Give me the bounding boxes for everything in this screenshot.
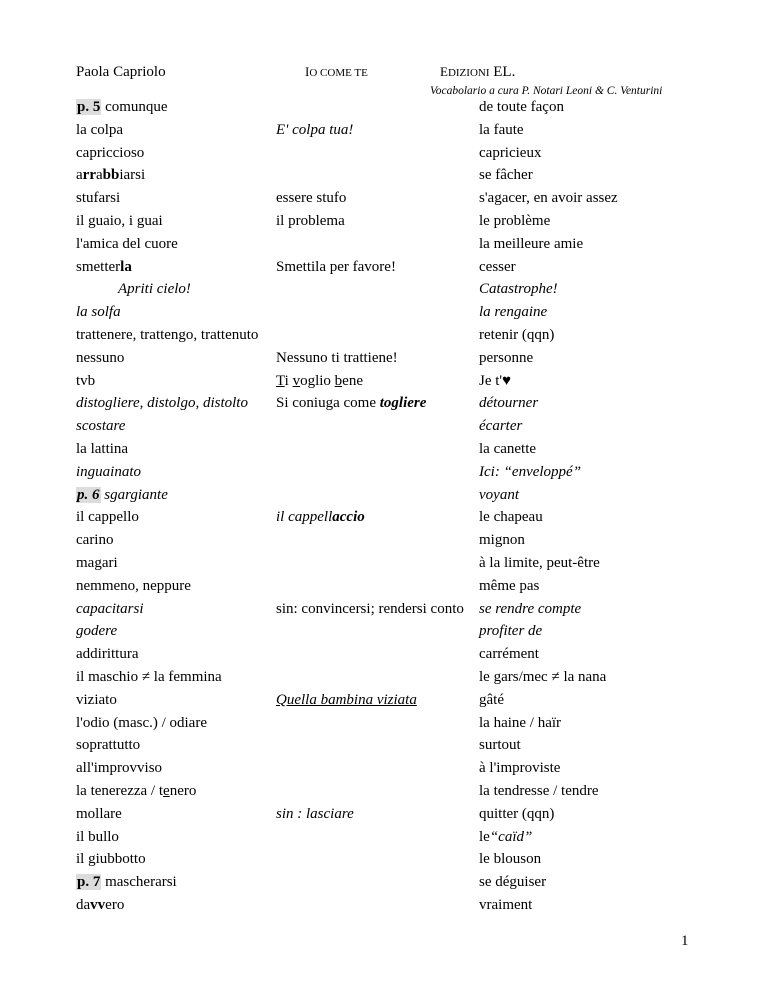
text-segment: se déguiser — [479, 874, 547, 891]
text-segment: surtout — [479, 737, 521, 754]
example — [276, 393, 426, 413]
text-segment: capacitarsi — [76, 600, 144, 617]
italian-term — [76, 576, 191, 596]
table-row — [0, 599, 768, 622]
text-segment: à l'improviste — [479, 760, 561, 777]
french-translation — [479, 302, 547, 322]
french-translation — [479, 325, 554, 345]
text-segment: essere stufo — [276, 190, 347, 207]
text-segment: la rengaine — [479, 304, 548, 321]
text-segment: nemmeno, neppure — [76, 577, 191, 594]
text-segment: la tenerezza / t — [76, 783, 164, 799]
italian-term — [76, 120, 123, 140]
table-row — [0, 507, 768, 530]
french-translation — [479, 553, 600, 573]
text-segment: carino — [76, 532, 114, 549]
text-segment: carrément — [479, 646, 539, 663]
french-translation — [479, 279, 558, 299]
table-row — [0, 690, 768, 713]
text-segment: voyant — [479, 486, 519, 503]
text-segment: Apriti cielo! — [118, 281, 191, 298]
text-segment: profiter de — [479, 623, 543, 640]
french-translation — [479, 211, 550, 231]
example — [276, 120, 353, 140]
french-translation — [479, 576, 539, 596]
italian-term — [76, 644, 138, 664]
vocabulary-credit: Vocabolario a cura P. Notari Leoni & C. Venturini — [430, 85, 663, 97]
text-segment: la — [120, 258, 132, 275]
table-row — [0, 279, 768, 302]
text-segment: v — [292, 372, 301, 389]
french-translation — [479, 393, 538, 413]
text-segment: T — [276, 372, 285, 389]
italian-term — [76, 234, 178, 254]
italian-term — [76, 735, 140, 755]
french-translation — [479, 690, 504, 710]
text-segment: b — [334, 372, 343, 389]
text-segment: même pas — [479, 577, 540, 594]
text-segment: Quella bambina viziata — [276, 691, 417, 708]
table-row — [0, 530, 768, 553]
text-segment: il cappell — [276, 509, 333, 526]
table-row — [0, 804, 768, 827]
text-segment: iarsi — [119, 167, 146, 184]
french-translation — [479, 667, 606, 687]
french-translation — [479, 758, 560, 778]
italian-term — [76, 553, 118, 573]
italian-term — [76, 462, 141, 482]
table-row — [0, 758, 768, 781]
table-row — [0, 143, 768, 166]
table-row — [0, 120, 768, 143]
example — [276, 690, 417, 710]
text-segment: Je t'♥ — [479, 372, 512, 389]
text-segment: “caïd” — [489, 828, 533, 845]
italian-term — [76, 188, 120, 208]
table-row — [0, 393, 768, 416]
table-row — [0, 416, 768, 439]
table-row — [0, 211, 768, 234]
table-row — [0, 621, 768, 644]
text-segment: le blouson — [479, 851, 542, 868]
text-segment: écarter — [479, 418, 523, 435]
italian-term — [76, 485, 168, 505]
french-translation — [479, 371, 511, 391]
text-segment: il maschio ≠ la femmina — [76, 669, 222, 685]
text-segment: il cappello — [76, 509, 139, 526]
french-translation — [479, 599, 581, 619]
table-row — [0, 781, 768, 804]
table-row — [0, 576, 768, 599]
example — [276, 257, 396, 277]
text-segment: la haine / haïr — [479, 714, 562, 731]
italian-term — [76, 849, 146, 869]
text-segment: nessuno — [76, 349, 125, 366]
text-segment: le gars/mec ≠ la nana — [479, 669, 607, 685]
table-row — [0, 439, 768, 462]
french-translation — [479, 188, 618, 208]
table-row — [0, 97, 768, 120]
text-segment: détourner — [479, 395, 539, 412]
text-segment: Smettila per favore! — [276, 258, 396, 275]
text-segment: p. 7 — [77, 874, 101, 891]
text-segment: se rendre compte — [479, 600, 582, 617]
text-segment: viziato — [76, 691, 117, 708]
french-translation — [479, 143, 541, 163]
french-translation — [479, 507, 543, 527]
french-translation — [479, 257, 516, 277]
text-segment: le chapeau — [479, 509, 543, 526]
table-row — [0, 462, 768, 485]
text-segment: quitter (qqn) — [479, 805, 555, 822]
italian-term — [76, 257, 132, 277]
french-translation — [479, 735, 521, 755]
text-segment: retenir (qqn) — [479, 327, 555, 343]
italian-term — [76, 211, 163, 231]
text-segment: magari — [76, 555, 118, 571]
text-segment: s'agacer, en avoir assez — [479, 190, 618, 207]
table-row — [0, 895, 768, 918]
page-number: 1 — [681, 933, 689, 949]
text-segment: da — [76, 897, 91, 913]
text-segment: il bullo — [76, 828, 119, 845]
text-segment: il problema — [276, 213, 345, 229]
italian-term — [76, 393, 248, 413]
text-segment: vraiment — [479, 897, 533, 913]
table-row — [0, 872, 768, 895]
text-segment: ene — [342, 372, 363, 389]
italian-term — [76, 804, 122, 824]
text-segment: capriccioso — [76, 144, 145, 161]
french-translation — [479, 462, 581, 482]
text-segment: rr — [82, 167, 96, 184]
text-segment: oglio — [300, 372, 335, 389]
text-segment: à la limite, peut-être — [479, 555, 600, 571]
text-segment: a — [96, 167, 103, 184]
french-translation — [479, 827, 532, 847]
french-translation — [479, 895, 532, 915]
text-segment: il guaio, i guai — [76, 213, 163, 229]
text-segment: sin : lasciare — [276, 805, 354, 822]
text-segment: tvb — [76, 372, 96, 389]
text-segment: Nessuno ti trattiene! — [276, 349, 398, 366]
text-segment: cesser — [479, 258, 516, 275]
table-row — [0, 234, 768, 257]
french-translation — [479, 644, 539, 664]
table-row — [0, 188, 768, 211]
french-translation — [479, 849, 541, 869]
text-segment: le — [479, 828, 490, 845]
text-segment: nero — [169, 783, 197, 799]
french-translation — [479, 485, 519, 505]
text-segment: accio — [332, 509, 365, 526]
table-row — [0, 348, 768, 371]
text-segment: se fâcher — [479, 167, 533, 184]
french-translation — [479, 120, 524, 140]
book-title: IO COME TE — [305, 64, 368, 79]
text-segment: bb — [102, 167, 120, 184]
italian-term — [76, 416, 125, 436]
text-segment: sgargiante — [100, 486, 168, 503]
text-segment: mollare — [76, 805, 122, 822]
publisher: EDIZIONI EL. — [440, 64, 516, 80]
text-segment: la faute — [479, 121, 524, 138]
table-row — [0, 827, 768, 850]
text-segment: de toute façon — [479, 99, 564, 115]
italian-term — [76, 507, 139, 527]
text-segment: togliere — [379, 395, 427, 412]
text-segment: stufarsi — [76, 190, 121, 207]
text-segment: ero — [105, 897, 125, 913]
text-segment: p. 6 — [77, 486, 100, 503]
example — [276, 371, 363, 391]
table-row — [0, 713, 768, 736]
table-row — [0, 553, 768, 576]
text-segment: le problème — [479, 213, 551, 229]
text-segment: la meilleure amie — [479, 235, 584, 252]
text-segment: il giubbotto — [76, 851, 146, 868]
table-row — [0, 485, 768, 508]
italian-term — [76, 325, 258, 345]
example — [276, 507, 365, 527]
table-row — [0, 849, 768, 872]
italian-term — [76, 690, 117, 710]
text-segment: la colpa — [76, 121, 124, 138]
text-segment: all'improvviso — [76, 760, 163, 777]
italian-term — [76, 143, 144, 163]
italian-term — [76, 165, 145, 185]
french-translation — [479, 781, 599, 801]
italian-term — [76, 348, 124, 368]
text-segment: vv — [90, 897, 106, 913]
text-segment: a — [76, 167, 83, 184]
text-segment: p. 5 — [77, 99, 101, 115]
french-translation — [479, 234, 583, 254]
italian-term — [76, 97, 168, 117]
example — [276, 348, 398, 368]
french-translation — [479, 530, 525, 550]
italian-term — [76, 599, 144, 619]
text-segment: trattenere, trattengo, trattenuto — [76, 327, 259, 343]
text-segment: capricieux — [479, 144, 542, 161]
text-segment: scostare — [76, 418, 126, 435]
french-translation — [479, 439, 536, 459]
italian-term — [76, 439, 128, 459]
text-segment: Catastrophe! — [479, 281, 558, 298]
text-segment: comunque — [101, 99, 168, 115]
french-translation — [479, 348, 533, 368]
text-segment: l'amica del cuore — [76, 235, 178, 252]
table-row — [0, 302, 768, 325]
italian-term — [76, 872, 177, 892]
italian-term — [76, 667, 222, 687]
italian-term — [76, 827, 119, 847]
french-translation — [479, 416, 522, 436]
text-segment: Ici: “enveloppé” — [479, 463, 582, 480]
table-row — [0, 667, 768, 690]
table-row — [0, 371, 768, 394]
french-translation — [479, 804, 554, 824]
text-segment: personne — [479, 349, 534, 366]
text-segment: sin: convincersi; rendersi conto — [276, 600, 464, 617]
french-translation — [479, 165, 533, 185]
example — [276, 599, 464, 619]
example — [276, 211, 345, 231]
french-translation — [479, 713, 561, 733]
italian-term — [76, 621, 117, 641]
french-translation — [479, 97, 564, 117]
italian-term — [76, 530, 113, 550]
italian-term — [76, 758, 162, 778]
example — [276, 804, 354, 824]
italian-term — [76, 713, 207, 733]
table-row — [0, 644, 768, 667]
text-segment: soprattutto — [76, 737, 141, 754]
text-segment: addirittura — [76, 646, 139, 663]
text-segment: l'odio (masc.) / odiare — [76, 714, 207, 731]
text-segment: i — [284, 372, 293, 389]
text-segment: Si coniuga come — [276, 395, 380, 412]
text-segment: gâté — [479, 691, 504, 708]
example — [276, 188, 346, 208]
italian-term — [76, 895, 124, 915]
text-segment: E' colpa tua! — [276, 121, 354, 138]
text-segment: mignon — [479, 532, 525, 549]
text-segment: godere — [76, 623, 118, 640]
text-segment: la solfa — [76, 304, 121, 321]
table-row — [0, 325, 768, 348]
french-translation — [479, 621, 542, 641]
italian-term — [76, 302, 121, 322]
italian-term — [76, 371, 95, 391]
text-segment: la lattina — [76, 441, 129, 457]
table-row — [0, 735, 768, 758]
italian-term — [118, 279, 191, 299]
text-segment: la tendresse / tendre — [479, 783, 599, 799]
text-segment: e — [163, 783, 170, 799]
table-row — [0, 165, 768, 188]
text-segment: mascherarsi — [101, 874, 177, 891]
author-name: Paola Capriolo — [76, 64, 166, 80]
text-segment: distogliere, distolgo, distolto — [76, 395, 248, 412]
table-row — [0, 257, 768, 280]
text-segment: smetter — [76, 258, 121, 275]
french-translation — [479, 872, 546, 892]
italian-term — [76, 781, 196, 801]
text-segment: inguainato — [76, 463, 142, 480]
text-segment: la canette — [479, 441, 537, 457]
